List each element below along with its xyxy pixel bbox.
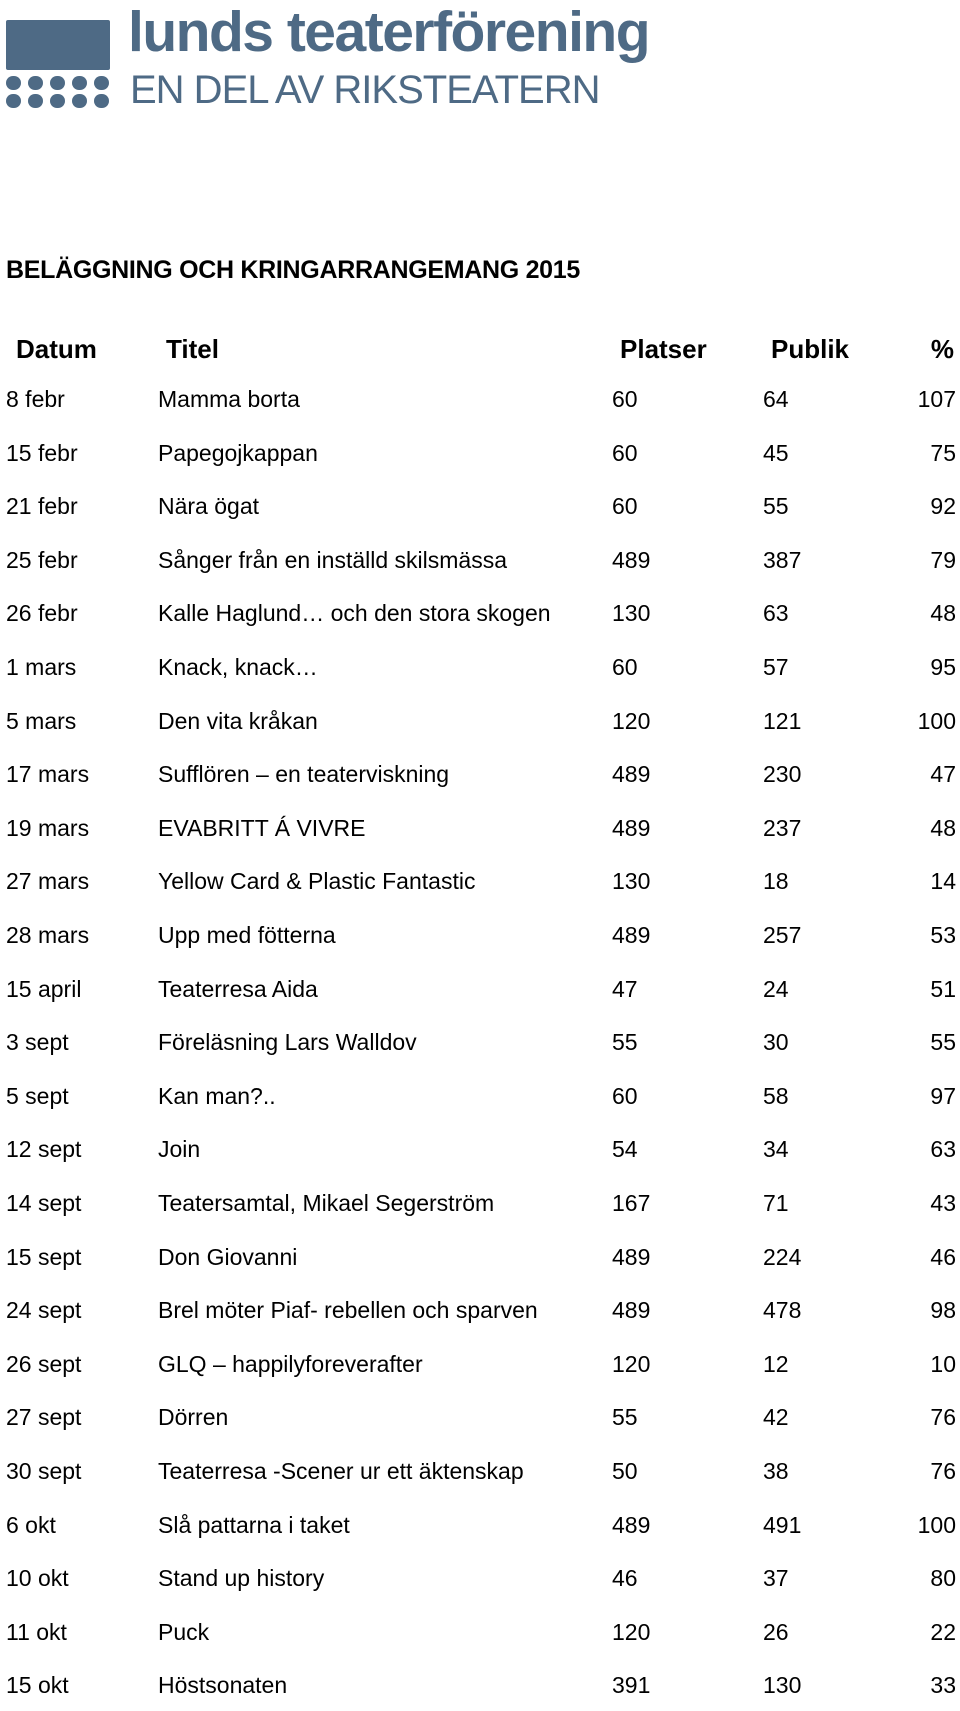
cell-date: 27 mars	[6, 868, 90, 895]
cell-percent: 53	[930, 922, 956, 948]
cell-date: 12 sept	[6, 1136, 82, 1163]
cell-date: 5 sept	[6, 1082, 69, 1109]
cell-percent: 55	[930, 1029, 956, 1056]
cell-seats: 55	[612, 1404, 638, 1431]
cell-date: 11 okt	[6, 1618, 67, 1645]
cell-title: Föreläsning Lars Walldov	[158, 1029, 417, 1056]
cell-percent: 14	[930, 868, 956, 895]
table-row	[0, 707, 960, 747]
cell-audience: 130	[763, 1672, 802, 1699]
cell-percent: 48	[930, 814, 956, 841]
cell-date: 15 okt	[6, 1672, 69, 1699]
cell-seats: 120	[612, 1350, 651, 1377]
cell-audience: 230	[763, 761, 802, 788]
table-row	[0, 1296, 960, 1336]
cell-percent: 47	[930, 761, 956, 788]
cell-date: 14 sept	[6, 1190, 82, 1216]
cell-percent: 92	[930, 493, 956, 520]
table-row	[0, 492, 960, 532]
cell-percent: 51	[930, 975, 956, 1002]
table-row	[0, 385, 960, 425]
cell-seats: 47	[612, 975, 638, 1002]
cell-seats: 167	[612, 1190, 651, 1216]
table-row	[0, 1457, 960, 1497]
cell-title: Don Giovanni	[158, 1243, 298, 1270]
cell-seats: 60	[612, 439, 638, 466]
cell-title: Kalle Haglund… och den stora skogen	[158, 600, 551, 627]
cell-percent: 98	[930, 1297, 956, 1324]
cell-percent: 76	[930, 1458, 956, 1484]
cell-title: Mamma borta	[158, 386, 300, 412]
logo-title: lunds teaterförening	[128, 0, 650, 64]
table-row	[0, 1082, 960, 1122]
cell-audience: 63	[763, 600, 789, 627]
cell-title: Knack, knack…	[158, 654, 318, 680]
cell-date: 6 okt	[6, 1511, 56, 1538]
logo-subtitle: EN DEL AV RIKSTEATERN	[130, 68, 600, 112]
cell-audience: 30	[763, 1029, 789, 1056]
cell-audience: 38	[763, 1458, 789, 1484]
column-header-date: Datum	[16, 334, 97, 364]
cell-seats: 489	[612, 922, 651, 948]
cell-percent: 22	[930, 1618, 956, 1645]
cell-seats: 60	[612, 654, 638, 680]
cell-date: 26 sept	[6, 1350, 82, 1377]
cell-date: 27 sept	[6, 1404, 82, 1431]
cell-audience: 478	[763, 1297, 802, 1324]
cell-title: Höstsonaten	[158, 1672, 288, 1699]
cell-title: Brel möter Piaf- rebellen och sparven	[158, 1297, 538, 1324]
cell-audience: 491	[763, 1511, 802, 1538]
cell-title: Join	[158, 1136, 201, 1163]
cell-seats: 130	[612, 600, 651, 627]
cell-audience: 257	[763, 922, 802, 948]
table-row	[0, 546, 960, 586]
cell-seats: 120	[612, 707, 651, 734]
cell-percent: 100	[917, 707, 956, 734]
cell-date: 3 sept	[6, 1029, 69, 1056]
cell-percent: 107	[917, 386, 956, 412]
cell-audience: 121	[763, 707, 802, 734]
cell-audience: 237	[763, 814, 802, 841]
cell-percent: 100	[917, 1511, 956, 1538]
cell-audience: 24	[763, 975, 789, 1002]
cell-date: 15 febr	[6, 439, 78, 466]
table-row	[0, 1403, 960, 1443]
cell-percent: 76	[930, 1404, 956, 1431]
table-row	[0, 867, 960, 907]
cell-date: 21 febr	[6, 493, 78, 520]
logo	[6, 0, 676, 112]
column-header-title: Titel	[166, 334, 219, 364]
cell-title: Sånger från en inställd skilsmässa	[158, 546, 507, 573]
cell-title: EVABRITT Á VIVRE	[158, 814, 366, 841]
table-row	[0, 1618, 960, 1658]
cell-title: Teaterresa -Scener ur ett äktenskap	[158, 1458, 524, 1484]
table-row	[0, 1671, 960, 1711]
cell-seats: 489	[612, 761, 651, 788]
cell-percent: 48	[930, 600, 956, 627]
cell-seats: 50	[612, 1458, 638, 1484]
cell-audience: 57	[763, 654, 789, 680]
table-row	[0, 1243, 960, 1283]
cell-seats: 46	[612, 1565, 638, 1592]
cell-title: Den vita kråkan	[158, 707, 318, 734]
page-title: BELÄGGNING OCH KRINGARRANGEMANG 2015	[6, 256, 580, 284]
cell-title: Puck	[158, 1618, 210, 1645]
cell-date: 30 sept	[6, 1458, 82, 1484]
cell-percent: 43	[930, 1190, 956, 1216]
cell-seats: 60	[612, 1082, 638, 1109]
table-row	[0, 1511, 960, 1551]
column-header-seats: Platser	[620, 334, 707, 364]
cell-title: Teatersamtal, Mikael Segerström	[158, 1190, 495, 1216]
column-header-audience: Publik	[771, 334, 850, 364]
cell-seats: 60	[612, 493, 638, 520]
cell-seats: 60	[612, 386, 638, 412]
cell-date: 17 mars	[6, 761, 90, 788]
cell-seats: 55	[612, 1029, 638, 1056]
cell-date: 25 febr	[6, 546, 78, 573]
cell-title: Slå pattarna i taket	[158, 1511, 350, 1538]
cell-date: 26 febr	[6, 600, 78, 627]
cell-title: Nära ögat	[158, 493, 260, 520]
cell-date: 19 mars	[6, 814, 90, 841]
cell-audience: 58	[763, 1082, 789, 1109]
cell-percent: 75	[930, 439, 956, 466]
table-row	[0, 439, 960, 479]
table-row	[0, 814, 960, 854]
cell-audience: 18	[763, 868, 789, 895]
table-row	[0, 921, 960, 961]
cell-seats: 489	[612, 1243, 651, 1270]
cell-percent: 95	[930, 654, 956, 680]
logo-dots-shape	[6, 76, 110, 110]
cell-percent: 33	[930, 1672, 956, 1699]
cell-title: Papegojkappan	[158, 439, 318, 466]
cell-percent: 80	[930, 1565, 956, 1592]
table-row	[0, 1135, 960, 1175]
cell-date: 5 mars	[6, 707, 77, 734]
cell-title: Sufflören – en teaterviskning	[158, 761, 450, 788]
cell-audience: 45	[763, 439, 789, 466]
table-row	[0, 1189, 960, 1229]
table-row	[0, 653, 960, 693]
cell-audience: 55	[763, 493, 789, 520]
cell-audience: 71	[763, 1190, 789, 1216]
cell-audience: 12	[763, 1350, 789, 1377]
cell-date: 15 sept	[6, 1243, 82, 1270]
table-row	[0, 599, 960, 639]
cell-date: 15 april	[6, 975, 82, 1002]
cell-audience: 37	[763, 1565, 789, 1592]
logo-bar-shape	[6, 20, 110, 70]
cell-percent: 63	[930, 1136, 956, 1163]
table-row	[0, 975, 960, 1015]
cell-title: Dörren	[158, 1404, 229, 1431]
cell-audience: 64	[763, 386, 789, 412]
cell-seats: 54	[612, 1136, 638, 1163]
table-row	[0, 1350, 960, 1390]
cell-seats: 130	[612, 868, 651, 895]
cell-audience: 26	[763, 1618, 789, 1645]
cell-seats: 489	[612, 814, 651, 841]
cell-audience: 42	[763, 1404, 789, 1431]
cell-percent: 46	[930, 1243, 956, 1270]
table-row	[0, 760, 960, 800]
cell-title: Teaterresa Aida	[158, 975, 318, 1002]
cell-audience: 387	[763, 546, 802, 573]
cell-audience: 34	[763, 1136, 789, 1163]
table-row	[0, 1564, 960, 1604]
cell-percent: 97	[930, 1082, 956, 1109]
cell-audience: 224	[763, 1243, 802, 1270]
cell-seats: 391	[612, 1672, 651, 1699]
cell-date: 24 sept	[6, 1297, 82, 1324]
cell-title: GLQ – happilyforeverafter	[158, 1350, 423, 1377]
cell-seats: 489	[612, 1297, 651, 1324]
riksteatern-logo-icon	[6, 12, 110, 108]
column-header-percent: %	[930, 334, 954, 364]
cell-percent: 10	[930, 1350, 956, 1377]
cell-percent: 79	[930, 546, 956, 573]
table-row	[0, 1028, 960, 1068]
cell-seats: 489	[612, 546, 651, 573]
cell-title: Yellow Card & Plastic Fantastic	[158, 868, 476, 895]
cell-seats: 120	[612, 1618, 651, 1645]
cell-seats: 489	[612, 1511, 651, 1538]
cell-date: 8 febr	[6, 386, 65, 412]
cell-title: Upp med fötterna	[158, 922, 336, 948]
cell-title: Stand up history	[158, 1565, 325, 1592]
cell-date: 10 okt	[6, 1565, 69, 1592]
cell-date: 28 mars	[6, 922, 90, 948]
cell-date: 1 mars	[6, 654, 77, 680]
cell-title: Kan man?..	[158, 1082, 276, 1109]
